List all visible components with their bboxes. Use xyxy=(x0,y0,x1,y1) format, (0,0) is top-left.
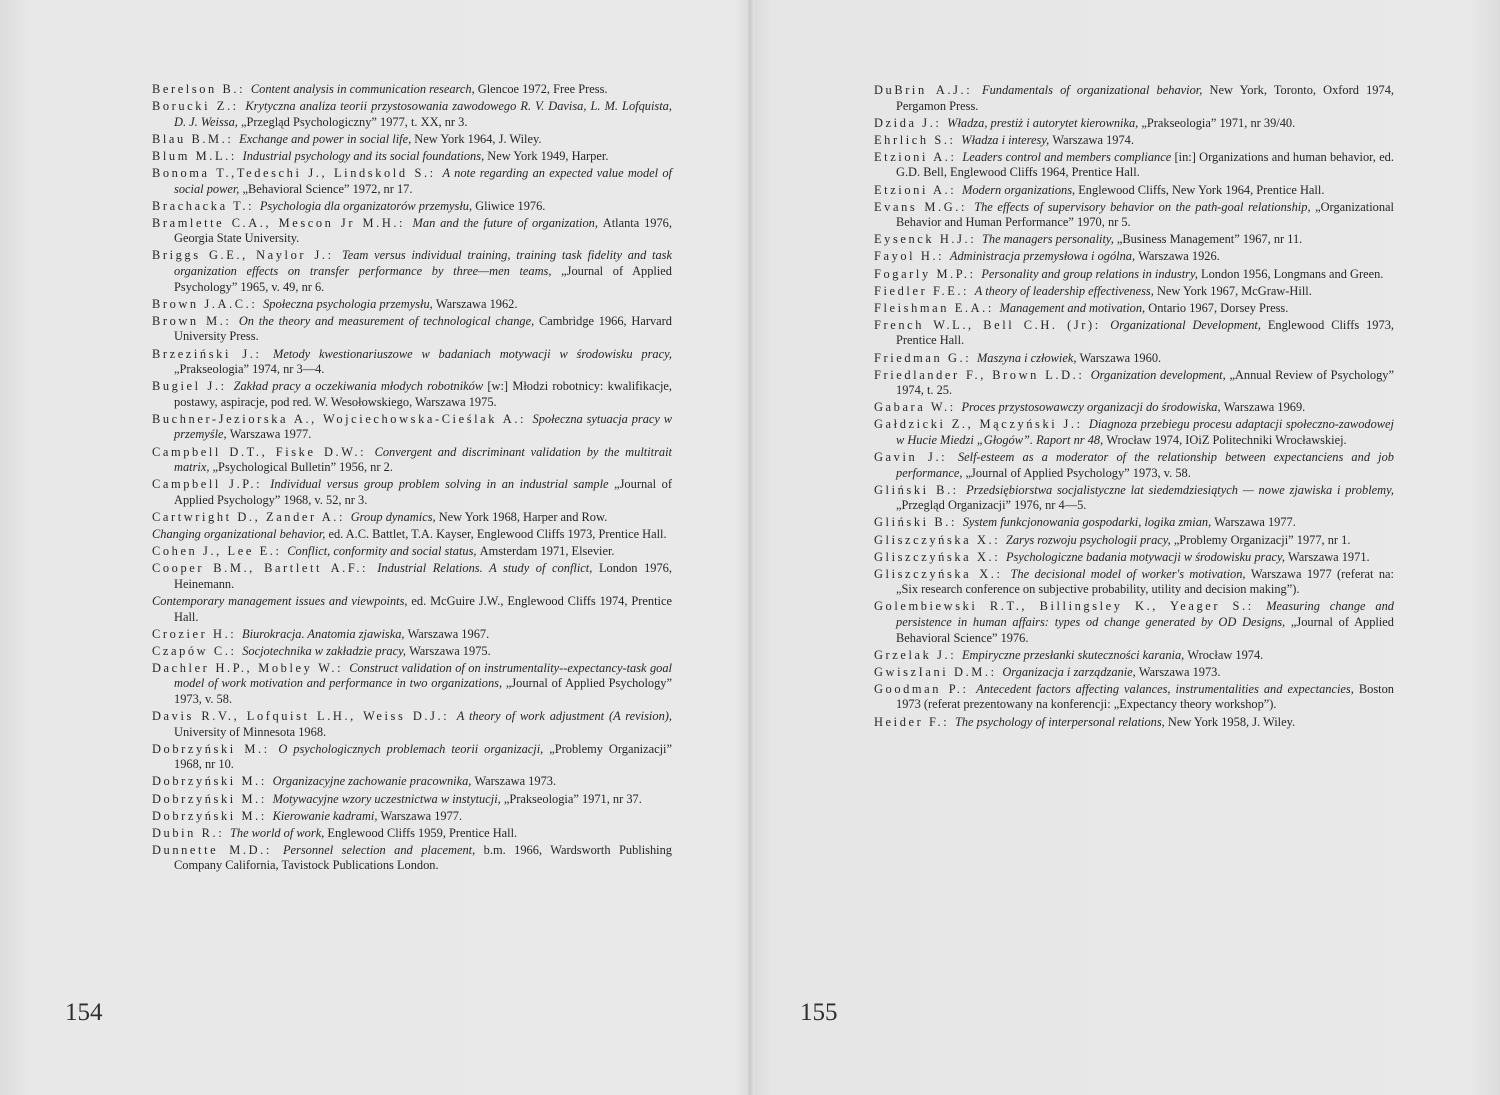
left-page xyxy=(0,0,748,1095)
bibliography-entry xyxy=(874,249,1394,265)
entry-details: [w:] Młodzi robotnicy: kwalifikacje, postawy, aspiracje, pod red. W. Wesołowskiego, Warszawa 1975. xyxy=(174,379,672,409)
entry-details: Warszawa 1977 (referat na: „Six research conference on subjective probability, utility and decision making”). xyxy=(896,566,1394,597)
entry-details: London 1956, Longmans and Green. xyxy=(1201,266,1384,281)
entry-author: Briggs G.E., Naylor J.: xyxy=(152,248,342,263)
entry-author: Fleishman E.A.: xyxy=(874,300,1000,315)
entry-author: Dzida J.: xyxy=(874,115,948,130)
entry-author: Cooper B.M., Bartlett A.F.: xyxy=(152,561,378,576)
entry-details: ed. A.C. Battlet, T.A. Kayser, Englewood Cliffs 1973, Prentice Hall. xyxy=(328,527,667,542)
bibliography-entry xyxy=(152,166,672,197)
entry-details: „Prakseologia” 1971, nr 37. xyxy=(503,791,642,806)
bibliography-entry xyxy=(152,132,672,148)
bibliography-entry xyxy=(874,665,1394,681)
entry-details: Warszawa 1967. xyxy=(407,626,490,641)
entry-author: Borucki Z.: xyxy=(152,99,246,114)
bibliography-entry xyxy=(152,99,672,130)
entry-title: Społeczna sytuacja pracy w przemyśle, xyxy=(174,411,672,442)
entry-details: „Journal of Applied Psychology” 1968, v. 52, nr 3. xyxy=(174,477,672,507)
entry-details: „Problemy Organizacji” 1968, nr 10. xyxy=(174,741,672,772)
bibliography-entry xyxy=(874,200,1394,231)
entry-details: Warszawa 1977. xyxy=(229,427,312,442)
bibliography-entry xyxy=(152,843,672,874)
bibliography-entry xyxy=(874,682,1394,713)
entry-title: Convergent and discriminant validation by the multitrait matrix, xyxy=(174,444,672,475)
entry-details: Glencoe 1972, Free Press. xyxy=(477,82,608,96)
entry-details: „Prakseologia” 1974, nr 3—4. xyxy=(174,362,325,377)
entry-details: Warszawa 1926. xyxy=(1138,249,1220,264)
entry-title: Man and the future of organization, xyxy=(412,215,603,230)
entry-details: New York 1958, J. Wiley. xyxy=(1167,714,1296,729)
entry-title: Kierowanie kadrami, xyxy=(272,808,381,823)
entry-details: Wrocław 1974. xyxy=(1187,647,1264,662)
entry-author: Dobrzyński M.: xyxy=(152,741,279,756)
entry-author: Crozier H.: xyxy=(152,626,243,641)
entry-title: Psychologia dla organizatorów przemysłu, xyxy=(259,198,476,213)
entry-author: Dobrzyński M.: xyxy=(152,791,273,806)
entry-title: Leaders control and members compliance xyxy=(962,149,1175,164)
entry-details: ed. McGuire J.W., Englewood Cliffs 1974, Prentice Hall. xyxy=(174,593,672,624)
entry-title: Organization development, xyxy=(1090,367,1230,382)
entry-details: Warszawa 1973. xyxy=(1138,664,1221,679)
entry-title: Management and motivation, xyxy=(999,300,1149,315)
entry-author: Friedlander F., Brown L.D.: xyxy=(874,367,1091,382)
bibliography-entry xyxy=(152,347,672,378)
entry-title: Władza, prestiż i autorytet kierownika, xyxy=(947,115,1142,130)
entry-author: Gliński B.: xyxy=(874,482,967,497)
entry-details: Warszawa 1977. xyxy=(1214,515,1296,530)
bibliography-entry xyxy=(152,627,672,643)
entry-author: Etzioni A.: xyxy=(874,182,962,197)
entry-author: Gavin J.: xyxy=(874,450,958,465)
bibliography-entry xyxy=(874,368,1394,399)
entry-author: Heider F.: xyxy=(874,714,955,729)
entry-author: Friedman G.: xyxy=(874,350,977,365)
bibliography-entry xyxy=(874,183,1394,199)
bibliography-entry xyxy=(874,483,1394,514)
entry-details: „Journal of Applied Psychology” 1965, v. 49, nr 6. xyxy=(174,264,672,294)
entry-details: New York 1968, Harper and Row. xyxy=(438,509,608,524)
bibliography-entry xyxy=(874,550,1394,566)
bibliography-entry xyxy=(874,284,1394,300)
entry-details: Wrocław 1974, IOiZ Politechniki Wrocławskiej. xyxy=(1106,432,1347,447)
bibliography-entry xyxy=(152,809,672,825)
entry-title: Organizacja i zarządzanie, xyxy=(1002,664,1139,679)
bibliography-entry xyxy=(152,774,672,790)
entry-author: Blau B.M.: xyxy=(152,131,240,146)
entry-title: Construct validation of on instrumentality--expectancy-task goal model of work motivation and performance in two organizations, xyxy=(174,660,673,691)
entry-details: London 1976, Heinemann. xyxy=(174,561,672,591)
entry-author: Gliński B.: xyxy=(874,515,963,530)
bibliography-list-left xyxy=(152,82,672,876)
entry-title: Conflict, conformity and social status, xyxy=(287,544,480,559)
entry-details: Atlanta 1976, Georgia State University. xyxy=(174,215,672,246)
entry-details: „Behavioral Science” 1972, nr 17. xyxy=(242,181,413,196)
bibliography-entry xyxy=(152,477,672,508)
entry-details: Warszawa 1977. xyxy=(380,808,463,823)
entry-author: Brachacka T.: xyxy=(152,198,260,213)
entry-details: „Journal of Applied Psychology” 1973, v. 58. xyxy=(965,465,1191,480)
entry-title: Personality and group relations in industry, xyxy=(981,266,1202,281)
entry-title: The decisional model of worker's motivation, xyxy=(1010,566,1251,581)
entry-author: Campbell J.P.: xyxy=(152,477,271,492)
bibliography-entry xyxy=(152,445,672,476)
entry-title: Personnel selection and placement, xyxy=(282,842,484,857)
entry-details: New York 1949, Harper. xyxy=(487,148,609,163)
entry-title: The world of work, xyxy=(229,825,328,840)
entry-title: Group dynamics, xyxy=(350,509,439,524)
bibliography-entry xyxy=(874,150,1394,181)
entry-title: Biurokracja. Anatomia zjawiska, xyxy=(242,626,408,641)
entry-title: Socjotechnika w zakładzie pracy, xyxy=(242,643,410,658)
entry-title: Organizational Development, xyxy=(1110,317,1268,332)
bibliography-entry xyxy=(152,412,672,443)
entry-details: „Journal of Applied Psychology” 1973, v. 58. xyxy=(174,676,672,706)
bibliography-list-right xyxy=(874,83,1394,732)
entry-details: Englewood Cliffs 1973, Prentice Hall. xyxy=(896,317,1394,348)
entry-author: Buchner-Jeziorska A., Wojciechowska-Cieślak A.: xyxy=(152,411,533,426)
bibliography-entry xyxy=(874,301,1394,317)
bibliography-entry xyxy=(874,267,1394,283)
entry-author: Cohen J., Lee E.: xyxy=(152,544,288,559)
entry-details: „Business Management” 1967, nr 11. xyxy=(1116,232,1303,247)
entry-title: O psychologicznych problemach teorii organizacji, xyxy=(278,741,550,756)
entry-author: Goodman P.: xyxy=(874,681,977,696)
entry-details: Englewood Cliffs, New York 1964, Prentice Hall. xyxy=(1078,182,1325,197)
entry-title: Administracja przemysłowa i ogólna, xyxy=(949,249,1139,264)
entry-author: Cartwright D., Zander A.: xyxy=(152,509,351,524)
entry-title: Organizacyjne zachowanie pracownika, xyxy=(272,774,475,789)
entry-title: Measuring change and persistence in human affairs: types od change generated by OD Designs, xyxy=(896,599,1394,629)
entry-author: Fiedler F.E.: xyxy=(874,283,975,298)
bibliography-entry xyxy=(152,248,672,295)
entry-author: Dobrzyński M.: xyxy=(152,808,273,823)
entry-title: Fundamentals of organizational behavior, xyxy=(982,83,1210,97)
entry-details: Gliwice 1976. xyxy=(475,198,546,213)
entry-title: Exchange and power in social life, xyxy=(239,131,415,146)
bibliography-entry xyxy=(874,400,1394,416)
entry-details: New York 1964, J. Wiley. xyxy=(414,131,542,146)
entry-details: Warszawa 1960. xyxy=(1079,350,1162,365)
bibliography-entry xyxy=(152,742,672,773)
entry-author: Gabara W.: xyxy=(874,400,962,415)
bibliography-entry xyxy=(152,527,672,543)
bibliography-entry xyxy=(874,567,1394,598)
bibliography-entry xyxy=(152,792,672,808)
bibliography-entry xyxy=(152,510,672,526)
entry-title: Diagnoza przebiegu procesu adaptacji społeczno-zawodowej w Hucie Miedzi „Głogów”. Raport nr 48, xyxy=(896,417,1394,447)
entry-title: Team versus individual training, training task fidelity and task organization effects on transfer performance by three—men teams, xyxy=(174,248,672,279)
entry-author: Bramlette C.A., Mescon Jr M.H.: xyxy=(152,215,413,230)
bibliography-entry xyxy=(874,116,1394,132)
bibliography-entry xyxy=(152,379,672,410)
entry-title: Społeczna psychologia przemysłu, xyxy=(263,296,436,311)
entry-title: Metody kwestionariuszowe w badaniach motywacji w środowisku pracy, xyxy=(273,346,672,361)
bibliography-entry xyxy=(874,417,1394,448)
entry-details: Warszawa 1969. xyxy=(1223,400,1306,415)
entry-details: [in:] Organizations and human behavior, ed. G.D. Bell, Englewood Cliffs 1964, Prentice Hall. xyxy=(896,149,1394,180)
entry-details: Ontario 1967, Dorsey Press. xyxy=(1148,300,1289,315)
entry-author: Brzeziński J.: xyxy=(152,346,274,361)
entry-author: Bonoma T.,Tedeschi J., Lindskold S.: xyxy=(152,165,443,180)
bibliography-entry xyxy=(152,199,672,215)
entry-author: Ehrlich S.: xyxy=(874,132,962,147)
entry-title: Industrial Relations. A study of conflict, xyxy=(377,561,599,576)
entry-author: Berelson B.: xyxy=(152,82,251,96)
entry-title: Zarys rozwoju psychologii pracy, xyxy=(1005,532,1174,547)
entry-title: Modern organizations, xyxy=(962,182,1079,197)
entry-title: Content analysis in communication research, xyxy=(250,82,478,96)
entry-details: University of Minnesota 1968. xyxy=(174,724,327,739)
bibliography-entry xyxy=(152,561,672,592)
entry-details: Cambridge 1966, Harvard University Press. xyxy=(174,313,672,344)
entry-author: Blum M.L.: xyxy=(152,148,243,163)
entry-author: Dubin R.: xyxy=(152,825,230,840)
entry-details: Warszawa 1973. xyxy=(474,774,557,789)
entry-title: Self-esteem as a moderator of the relationship between expectanciens and job performance, xyxy=(896,450,1394,480)
entry-author: Gałdzicki Z., Mączyński J.: xyxy=(874,417,1089,432)
bibliography-entry xyxy=(874,515,1394,531)
bibliography-entry xyxy=(152,216,672,247)
entry-details: „Przegląd Psychologiczny” 1977, t. XX, nr 3. xyxy=(241,114,468,129)
entry-details: Warszawa 1974. xyxy=(1052,132,1134,147)
entry-details: Amsterdam 1971, Elsevier. xyxy=(479,544,615,559)
entry-details: New York 1967, McGraw-Hill. xyxy=(1156,283,1312,298)
entry-author: Dunnette M.D.: xyxy=(152,842,283,857)
entry-author: Brown J.A.C.: xyxy=(152,296,264,311)
bibliography-entry xyxy=(874,450,1394,481)
entry-author: French W.L., Bell C.H. (Jr): xyxy=(874,317,1111,332)
entry-details: „Psychological Bulletin” 1956, nr 2. xyxy=(212,460,393,475)
bibliography-entry xyxy=(152,594,672,625)
entry-title: The psychology of interpersonal relations, xyxy=(954,714,1168,729)
bibliography-entry xyxy=(874,351,1394,367)
bibliography-entry xyxy=(152,826,672,842)
entry-title: Antecedent factors affecting valances, instrumentalities and expectancies, xyxy=(976,681,1359,696)
entry-author: Fayol H.: xyxy=(874,249,950,264)
entry-title: Industrial psychology and its social foundations, xyxy=(242,148,488,163)
page-number-right: 155 xyxy=(800,999,838,1026)
entry-details: „Organizational Behavior and Human Performance” 1970, nr 5. xyxy=(896,199,1394,230)
bibliography-entry xyxy=(874,648,1394,664)
bibliography-entry xyxy=(874,133,1394,149)
entry-author: Etzioni A.: xyxy=(874,149,963,164)
right-page xyxy=(752,0,1500,1095)
entry-details: „Journal of Applied Behavioral Science” 1976. xyxy=(896,615,1394,645)
bibliography-entry xyxy=(874,599,1394,646)
entry-details: „Annual Review of Psychology” 1974, t. 25. xyxy=(896,367,1395,398)
entry-details: „Przegląd Organizacji” 1976, nr 4—5. xyxy=(896,498,1087,513)
entry-title: Krytyczna analiza teorii przystosowania zawodowego R. V. Davisa, L. M. Lofquista, D. J. Weissa, xyxy=(174,99,672,129)
entry-author: Brown M.: xyxy=(152,313,239,328)
entry-title: Przedsiębiorstwa socjalistyczne lat siedemdziesiątych — nowe zjawiska i problemy, xyxy=(966,482,1394,497)
entry-author: Dobrzyński M.: xyxy=(152,774,273,789)
entry-details: b.m. 1966, Wardsworth Publishing Company California, Tavistock Publications London. xyxy=(174,842,673,873)
entry-details: „Problemy Organizacji” 1977, nr 1. xyxy=(1173,532,1351,547)
entry-details: „Prakseologia” 1971, nr 39/40. xyxy=(1141,115,1296,130)
entry-author: Gliszczyńska X.: xyxy=(874,566,1011,581)
bibliography-entry xyxy=(874,533,1394,549)
entry-details: Warszawa 1971. xyxy=(1288,549,1370,564)
bibliography-entry xyxy=(152,544,672,560)
entry-title: Psychologiczne badania motywacji w środowisku pracy, xyxy=(1005,549,1289,564)
entry-author: Davis R.V., Lofquist L.H., Weiss D.J.: xyxy=(152,709,457,724)
bibliography-entry xyxy=(874,232,1394,248)
entry-title: A theory of work adjustment (A revision), xyxy=(456,709,672,724)
entry-author: Evans M.G.: xyxy=(874,199,975,214)
entry-title: Motywacyjne wzory uczestnictwa w instytucji, xyxy=(272,791,504,806)
bibliography-entry xyxy=(152,314,672,345)
entry-author: GwiszIani D.M.: xyxy=(874,664,1003,679)
entry-title: System funkcjonowania gospodarki, logika zmian, xyxy=(962,515,1215,530)
entry-title: Empiryczne przesłanki skuteczności karania, xyxy=(961,647,1188,662)
entry-author: Bugiel J.: xyxy=(152,379,234,394)
entry-title: Władza i interesy, xyxy=(961,132,1053,147)
bibliography-entry xyxy=(152,709,672,740)
entry-author: Eysenck H.J.: xyxy=(874,232,982,247)
bibliography-entry xyxy=(874,715,1394,731)
page-number-left: 154 xyxy=(65,999,103,1026)
entry-author: Gliszczyńska X.: xyxy=(874,532,1006,547)
entry-author: Dachler H.P., Mobley W.: xyxy=(152,660,350,675)
bibliography-entry xyxy=(152,82,672,98)
entry-author: Campbell D.T., Fiske D.W.: xyxy=(152,444,375,459)
bibliography-entry xyxy=(874,83,1394,114)
entry-title: Maszyna i człowiek, xyxy=(976,350,1080,365)
entry-author: Gliszczyńska X.: xyxy=(874,549,1006,564)
entry-title: Contemporary management issues and viewpoints, xyxy=(152,593,412,608)
bibliography-entry xyxy=(152,644,672,660)
entry-details: Warszawa 1962. xyxy=(435,296,518,311)
bibliography-entry xyxy=(152,297,672,313)
entry-title: The effects of supervisory behavior on the path-goal relationship, xyxy=(974,199,1316,214)
entry-author: DuBrin A.J.: xyxy=(874,83,983,97)
entry-title: Proces przystosowawczy organizacji do środowiska, xyxy=(961,400,1224,415)
entry-title: The managers personality, xyxy=(981,232,1117,247)
entry-author: Grzelak J.: xyxy=(874,647,962,662)
bibliography-entry xyxy=(874,318,1394,349)
entry-details: New York, Toronto, Oxford 1974, Pergamon Press. xyxy=(896,83,1394,113)
entry-author: Fogarly M.P.: xyxy=(874,266,982,281)
bibliography-entry xyxy=(152,661,672,708)
entry-author: Golembiewski R.T., Billingsley K., Yeager S.: xyxy=(874,599,1267,614)
entry-title: Zakład pracy a oczekiwania młodych robotników xyxy=(233,379,488,394)
entry-title: A note regarding an expected value model of social power, xyxy=(174,165,672,196)
entry-title: Individual versus group problem solving in an industrial sample xyxy=(270,477,615,492)
entry-details: Warszawa 1975. xyxy=(409,643,491,658)
entry-details: Boston 1973 (referat prezentowany na konferencji: „Expectancy theory workshop”). xyxy=(896,681,1394,712)
entry-details: Englewood Cliffs 1959, Prentice Hall. xyxy=(327,825,518,840)
bibliography-entry xyxy=(152,149,672,165)
entry-title: Changing organizational behavior, xyxy=(152,527,329,542)
entry-title: A theory of leadership effectiveness, xyxy=(974,283,1157,298)
entry-author: Czapów C.: xyxy=(152,643,243,658)
entry-title: On the theory and measurement of technological change, xyxy=(238,313,539,328)
